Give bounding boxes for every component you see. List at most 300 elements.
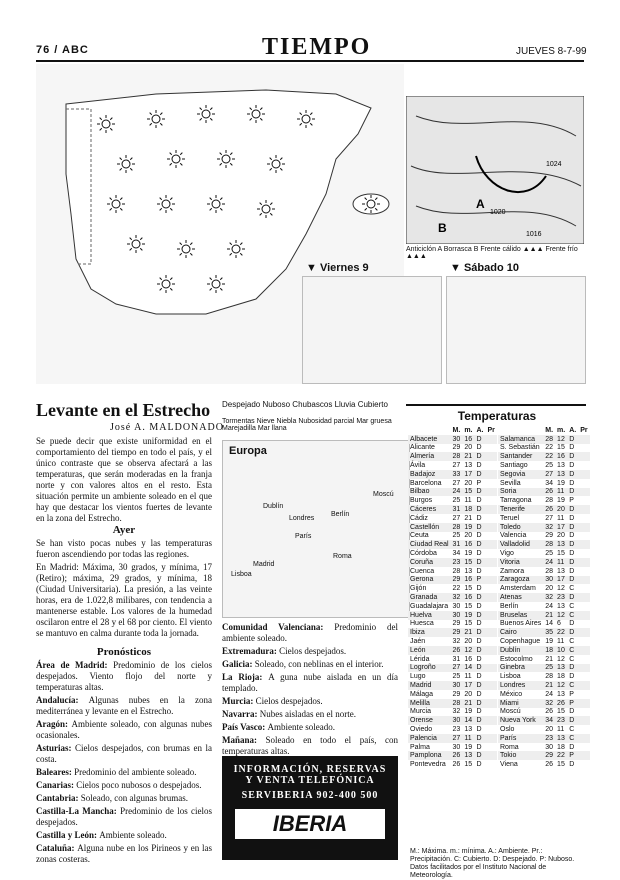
table-cell — [486, 611, 497, 620]
table-cell — [486, 664, 497, 673]
column-header: A. — [569, 426, 577, 434]
forecast-item — [36, 743, 212, 765]
table-cell: 31 — [452, 506, 461, 514]
sun-icon — [167, 150, 185, 168]
temperatures-table-right — [498, 426, 590, 769]
table-cell: Berlín — [500, 602, 519, 610]
table-cell: D — [569, 708, 575, 716]
table-cell: Pontevedra — [410, 761, 446, 769]
table-cell — [578, 549, 589, 558]
table-cell — [486, 681, 497, 690]
table-cell: 29 — [452, 629, 461, 637]
table-cell: 15 — [462, 558, 474, 567]
table-cell — [486, 743, 497, 752]
table-cell: 26 — [545, 506, 554, 514]
table-cell: D — [476, 673, 482, 681]
forecast-item — [36, 695, 212, 717]
table-cell: D — [475, 505, 486, 514]
table-row — [498, 681, 590, 690]
table-cell: D — [569, 444, 575, 452]
temperatures-table-left — [408, 426, 497, 769]
table-cell — [486, 672, 497, 681]
table-cell: Lérida — [410, 655, 430, 663]
table-cell: D — [567, 664, 578, 673]
table-cell: Ibiza — [408, 628, 451, 637]
table-row — [498, 734, 590, 743]
table-cell: Cádiz — [410, 514, 428, 522]
table-cell: Gerona — [408, 576, 451, 585]
table-cell: C — [569, 655, 575, 663]
issue-date: JUEVES 8-7-99 — [516, 46, 587, 57]
table-row — [498, 699, 590, 708]
sun-icon — [147, 110, 165, 128]
table-row — [498, 620, 590, 629]
table-cell: Nueva York — [498, 716, 543, 725]
sun-icon — [157, 195, 175, 213]
table-cell: 11 — [464, 673, 472, 681]
table-header-row — [408, 426, 497, 435]
table-cell: Santiago — [500, 462, 528, 470]
pronosticos-list-continued — [222, 622, 398, 759]
table-row — [498, 444, 590, 453]
table-cell: 13 — [557, 567, 565, 575]
sun-icon — [157, 275, 175, 293]
table-cell: 15 — [557, 761, 565, 769]
table-cell — [486, 558, 497, 567]
city-label: Berlín — [331, 511, 350, 518]
table-row — [408, 452, 497, 461]
forecast-item — [36, 719, 212, 741]
table-row — [498, 452, 590, 461]
table-cell: Pamplona — [408, 751, 451, 760]
table-cell: S. Sebastián — [500, 444, 540, 452]
table-cell — [486, 637, 497, 646]
pressure-label: 1020 — [490, 209, 506, 216]
forecast-text: Ambiente soleado. — [267, 722, 335, 732]
table-cell: D — [569, 761, 575, 769]
forecast-item — [222, 722, 398, 733]
table-row — [498, 628, 590, 637]
pronosticos-heading: Pronósticos — [96, 646, 152, 658]
table-cell — [486, 540, 497, 549]
table-cell — [486, 452, 497, 461]
table-row — [498, 743, 590, 752]
table-cell: Segovia — [498, 470, 543, 479]
table-row — [498, 540, 590, 549]
table-cell: 32 — [452, 594, 461, 602]
table-cell: D — [475, 593, 486, 602]
table-cell: 26 — [452, 752, 461, 760]
table-cell: 26 — [452, 761, 461, 769]
table-cell: 24 — [545, 558, 554, 566]
table-cell: D — [567, 435, 578, 444]
table-cell: 32 — [452, 708, 461, 716]
table-row — [408, 567, 497, 576]
table-cell — [486, 532, 497, 541]
table-cell: 20 — [464, 638, 473, 646]
table-cell: 21 — [545, 655, 554, 663]
table-cell: 32 — [545, 523, 554, 531]
forecast-region: Asturias: — [36, 743, 76, 753]
table-cell: 18 — [462, 505, 474, 514]
forecast-text: Soleado en todo el país, con temperaturas altas. — [222, 735, 398, 756]
table-cell: Ginebra — [498, 664, 543, 673]
table-cell — [578, 452, 589, 461]
forecast-label-friday: ▼ Viernes 9 — [306, 262, 369, 274]
table-cell — [578, 681, 589, 690]
table-cell: 35 — [545, 629, 554, 637]
forecast-item — [36, 780, 212, 791]
table-cell: Sevilla — [500, 479, 521, 487]
table-cell: 29 — [545, 532, 554, 540]
ad-line-1: INFORMACIÓN, RESERVAS — [233, 764, 387, 775]
forecast-map-saturday — [446, 276, 586, 384]
table-row — [408, 690, 497, 699]
table-cell: D — [476, 532, 482, 540]
table-cell: C — [567, 646, 578, 655]
table-cell: 15 — [462, 488, 474, 497]
table-cell: C — [569, 585, 575, 593]
table-cell: Palencia — [408, 734, 451, 743]
table-cell: 19 — [557, 479, 565, 487]
table-cell: Lugo — [410, 673, 426, 681]
table-cell: Salamanca — [498, 435, 543, 444]
table-cell: D — [569, 479, 575, 487]
table-row — [408, 558, 497, 567]
city-label: Dublín — [263, 503, 284, 510]
table-cell — [486, 646, 497, 655]
table-cell — [486, 751, 497, 760]
forecast-item — [36, 660, 212, 693]
table-cell — [486, 734, 497, 743]
table-cell: D — [475, 558, 486, 567]
table-row — [498, 602, 590, 611]
table-cell — [486, 690, 497, 699]
table-cell: Huesca — [410, 620, 434, 628]
table-cell: Miami — [498, 699, 543, 708]
table-cell: Tenerife — [498, 505, 543, 514]
table-cell: 21 — [462, 699, 474, 708]
forecast-region: Galicia: — [222, 659, 255, 669]
table-cell: Buenos Aires — [500, 620, 542, 628]
table-row — [498, 637, 590, 646]
table-cell — [578, 540, 589, 549]
table-row — [408, 593, 497, 602]
table-cell: D — [475, 488, 486, 497]
forecast-item — [36, 843, 212, 865]
table-cell: Albacete — [408, 435, 451, 444]
table-cell: 12 — [462, 646, 474, 655]
table-cell: 19 — [462, 523, 474, 532]
sun-icon — [197, 105, 215, 123]
sun-icon — [297, 110, 315, 128]
column-header: Pr — [580, 426, 588, 434]
table-cell: 29 — [452, 576, 461, 584]
forecast-item — [222, 735, 398, 757]
table-cell: 13 — [555, 734, 567, 743]
table-row — [408, 488, 497, 497]
table-cell — [578, 461, 589, 470]
table-cell: Zamora — [500, 567, 525, 575]
table-row — [498, 488, 590, 497]
table-row — [408, 681, 497, 690]
forecast-region: La Rioja: — [222, 672, 269, 682]
sun-icon — [257, 200, 275, 218]
table-cell — [486, 479, 497, 488]
table-header-row — [498, 426, 590, 435]
forecast-region: Cantabria: — [36, 793, 81, 803]
table-cell — [578, 716, 589, 725]
table-cell: 31 — [452, 655, 461, 663]
table-cell: 6 — [557, 620, 561, 628]
table-cell: D — [475, 452, 486, 461]
table-cell: Orense — [408, 716, 451, 725]
table-cell: 10 — [555, 646, 567, 655]
table-cell: Valladolid — [498, 540, 543, 549]
forecast-region: Comunidad Valenciana: — [222, 622, 335, 632]
pressure-label: 1016 — [526, 231, 542, 238]
table-cell: 13 — [555, 470, 567, 479]
table-cell — [578, 558, 589, 567]
table-row — [408, 479, 497, 488]
table-cell: 16 — [464, 655, 473, 663]
forecast-text: Cielos poco nubosos o despejados. — [76, 780, 202, 790]
table-cell: 28 — [452, 453, 461, 461]
table-cell: 30 — [452, 602, 461, 610]
forecast-text: Nubes aisladas en el norte. — [259, 709, 356, 719]
forecast-item — [222, 659, 398, 670]
table-cell: P — [475, 576, 486, 585]
table-cell: 27 — [545, 514, 554, 522]
table-cell: 25 — [452, 673, 461, 681]
table-cell: P — [476, 479, 482, 487]
table-cell: 30 — [452, 717, 461, 725]
table-row — [408, 716, 497, 725]
table-cell — [486, 593, 497, 602]
table-cell: C — [567, 611, 578, 620]
table-cell: D — [567, 488, 578, 497]
table-cell — [578, 725, 589, 734]
sun-icon — [247, 105, 265, 123]
table-cell: D — [476, 462, 482, 470]
table-cell — [578, 479, 589, 488]
sun-icon — [227, 240, 245, 258]
table-cell: Alicante — [410, 444, 435, 452]
table-cell: 22 — [545, 444, 554, 452]
table-cell: Coruña — [408, 558, 451, 567]
table-cell: D — [476, 602, 482, 610]
table-cell: 16 — [555, 452, 567, 461]
table-cell: D — [567, 593, 578, 602]
table-cell: Bilbao — [408, 488, 451, 497]
table-cell — [578, 637, 589, 646]
sun-icon — [127, 235, 145, 253]
table-cell — [578, 743, 589, 752]
table-row — [408, 743, 497, 752]
table-cell: 18 — [557, 743, 565, 751]
table-cell — [486, 488, 497, 497]
table-cell: D — [569, 567, 575, 575]
table-cell: D — [476, 444, 482, 452]
table-cell — [578, 751, 589, 760]
table-cell: C — [567, 681, 578, 690]
table-cell: 11 — [557, 638, 565, 646]
table-cell — [486, 655, 497, 664]
synoptic-map — [406, 96, 584, 244]
column-header: Pr — [487, 426, 495, 434]
forecast-region: Navarra: — [222, 709, 260, 719]
table-cell: 30 — [545, 576, 554, 584]
table-cell: 23 — [452, 725, 461, 733]
table-cell: 27 — [452, 462, 461, 470]
table-cell: Dublín — [498, 646, 543, 655]
table-row — [408, 751, 497, 760]
table-cell: 26 — [452, 646, 461, 654]
table-cell — [578, 532, 589, 541]
table-cell — [486, 567, 497, 576]
forecast-region: Cataluña: — [36, 843, 78, 853]
table-row — [408, 664, 497, 673]
table-cell: 15 — [464, 761, 473, 769]
table-cell: Madrid — [408, 681, 451, 690]
table-cell: Murcia — [410, 708, 432, 716]
table-cell: 26 — [545, 488, 554, 496]
sun-icon — [117, 155, 135, 173]
article-headline: Levante en el Estrecho — [36, 400, 211, 420]
table-cell: 13 — [557, 690, 565, 698]
table-cell — [578, 435, 589, 444]
table-cell: Burgos — [410, 497, 433, 505]
iberia-advertisement[interactable] — [222, 756, 398, 860]
table-row — [408, 760, 497, 769]
table-row — [408, 602, 497, 611]
forecast-region: Área de Madrid: — [36, 660, 114, 670]
table-cell — [578, 655, 589, 664]
table-row — [408, 611, 497, 620]
forecast-region: Baleares: — [36, 767, 75, 777]
table-cell: 11 — [462, 734, 474, 743]
table-cell: D — [476, 743, 482, 751]
table-cell: 23 — [555, 593, 567, 602]
table-cell — [578, 672, 589, 681]
table-cell: 23 — [545, 734, 554, 742]
ayer-heading: Ayer — [112, 524, 136, 536]
column-header: m. — [464, 426, 473, 434]
table-cell: 34 — [452, 550, 461, 558]
table-row — [408, 532, 497, 541]
table-row — [498, 725, 590, 734]
table-cell: D — [475, 716, 486, 725]
table-row — [408, 699, 497, 708]
table-cell: 21 — [462, 452, 474, 461]
table-cell: D — [475, 751, 486, 760]
table-cell — [486, 461, 497, 470]
table-cell: 27 — [452, 734, 461, 742]
table-cell — [578, 593, 589, 602]
table-cell: 11 — [555, 558, 567, 567]
table-cell: D — [567, 505, 578, 514]
table-row — [498, 751, 590, 760]
table-cell: 19 — [462, 611, 474, 620]
table-cell: D — [476, 585, 482, 593]
column-header — [498, 426, 543, 435]
table-cell — [578, 760, 589, 769]
forecast-text: Predominio de los cielos despejados. — [36, 806, 212, 827]
table-cell: 25 — [452, 497, 461, 505]
ayer-text: Se han visto pocas nubes y las temperaturas fueron ascendiendo por todas las regiones. En Madrid: Máxima, 30 grados, y mínima, 17 (Retiro); máxima, 29 grados, y mínima, 18 (Ciudad Universitaria). La presión, a las veinte horas, era de 1.022,8 milibares, con tendencia a mantenerse estable. Los valores de la humedad oscilaron entre el 28 y el 68 por ciento. El viento se mantuvo en calma durante toda la jornada. — [36, 538, 212, 638]
table-cell: 16 — [462, 435, 474, 444]
table-cell: 11 — [557, 514, 565, 522]
table-cell: 15 — [464, 602, 473, 610]
table-row — [498, 532, 590, 541]
table-cell: 14 — [545, 620, 554, 628]
forecast-text: Cielos despejados. — [255, 696, 323, 706]
table-cell: D — [475, 734, 486, 743]
table-cell: Zaragoza — [498, 576, 543, 585]
table-row — [408, 734, 497, 743]
table-cell: 13 — [464, 567, 473, 575]
table-cell: D — [476, 514, 482, 522]
synoptic-legend: Anticiclón A Borrasca B Frente cálido ▲▲▲ Frente frío ▲▲▲ — [406, 246, 578, 260]
column-header: M. — [545, 426, 554, 434]
table-cell: Tarragona — [500, 497, 532, 505]
table-row — [408, 540, 497, 549]
table-cell: 20 — [555, 505, 567, 514]
table-row — [408, 637, 497, 646]
table-cell: 33 — [452, 470, 461, 478]
table-cell: Guadalajara — [410, 602, 449, 610]
table-cell: Soria — [498, 488, 543, 497]
table-cell — [486, 602, 497, 611]
table-row — [498, 549, 590, 558]
table-row — [498, 716, 590, 725]
table-row — [408, 646, 497, 655]
table-cell: D — [475, 435, 486, 444]
table-row — [408, 672, 497, 681]
table-row — [408, 514, 497, 523]
city-label: París — [295, 533, 312, 540]
table-cell: 21 — [545, 611, 554, 619]
table-cell — [486, 523, 497, 532]
table-cell: 26 — [555, 699, 567, 708]
table-cell — [578, 444, 589, 453]
forecast-item — [222, 696, 398, 707]
table-row — [408, 620, 497, 629]
table-cell: 25 — [545, 664, 554, 672]
table-cell: 11 — [555, 488, 567, 497]
table-cell: D — [567, 470, 578, 479]
table-cell: 28 — [545, 673, 554, 681]
table-cell: P — [569, 497, 574, 505]
table-cell: 14 — [462, 664, 474, 673]
table-cell: D — [475, 646, 486, 655]
table-cell: Ávila — [410, 462, 426, 470]
table-cell: 17 — [555, 576, 567, 585]
table-cell: D — [567, 628, 578, 637]
table-cell: Roma — [500, 743, 519, 751]
table-cell: 11 — [557, 725, 565, 733]
temperatures-title: Temperaturas — [457, 409, 537, 423]
table-cell: 15 — [464, 585, 473, 593]
forecast-region: Extremadura: — [222, 646, 280, 656]
table-cell: Almería — [408, 452, 451, 461]
table-cell: Valencia — [500, 532, 527, 540]
table-cell: 28 — [452, 523, 461, 531]
table-cell — [486, 549, 497, 558]
forecast-item — [222, 622, 398, 644]
table-cell: D — [476, 497, 482, 505]
table-row — [498, 690, 590, 699]
